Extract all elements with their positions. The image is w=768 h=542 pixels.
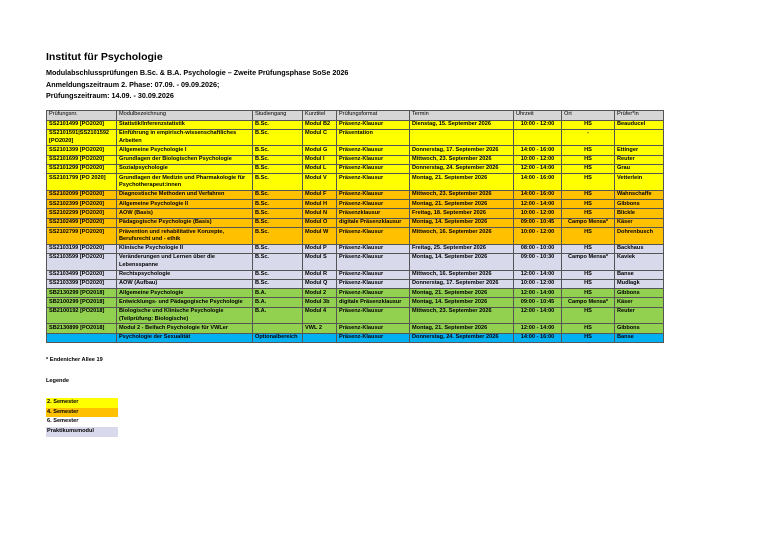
cell-date: Montag, 14. September 2026 [410, 298, 514, 307]
cell-location: Campo Mensa* [562, 298, 615, 307]
cell-exam-number: SS2101799 [PO 2020] [47, 174, 117, 191]
cell-examiner: Gibbons [615, 324, 664, 333]
cell-exam-format: digitale Präsenzklausur [337, 298, 410, 307]
cell-module-name: Psychologie der Sexualität [117, 333, 253, 342]
cell-examiner: Reuter [615, 155, 664, 164]
cell-date: Mittwoch, 23. September 2026 [410, 190, 514, 199]
cell-time: 12:00 - 14:00 [514, 307, 562, 324]
cell-short-title: Modul I [303, 155, 337, 164]
cell-time: 09:00 - 10:45 [514, 298, 562, 307]
cell-exam-format: Präsentation [337, 129, 410, 146]
cell-examiner: Ettinger [615, 146, 664, 155]
table-row [47, 164, 664, 173]
table-row [47, 155, 664, 164]
table-row [47, 120, 664, 129]
cell-module-name: Rechtspsychologie [117, 270, 253, 279]
cell-degree: B.Sc. [253, 228, 303, 245]
column-header-degree: Studiengang [253, 110, 303, 120]
cell-exam-number: SS2101699 [PO2020] [47, 155, 117, 164]
cell-exam-format: Präsenz-Klausur [337, 333, 410, 342]
cell-date: Dienstag, 15. September 2026 [410, 120, 514, 129]
cell-examiner [615, 129, 664, 146]
table-row [47, 244, 664, 253]
cell-location: HS [562, 174, 615, 191]
cell-location: HS [562, 190, 615, 199]
cell-time: 12:00 - 14:00 [514, 324, 562, 333]
cell-module-name: Allgemeine Psychologie [117, 289, 253, 298]
cell-exam-number: SS2101499 [PO2020] [47, 120, 117, 129]
cell-module-name: AOW (Aufbau) [117, 279, 253, 288]
cell-date: Montag, 14. September 2026 [410, 218, 514, 227]
cell-short-title: Modul R [303, 270, 337, 279]
cell-exam-format: Präsenz-Klausur [337, 307, 410, 324]
cell-location: HS [562, 289, 615, 298]
cell-date: Donnerstag, 17. September 2026 [410, 146, 514, 155]
cell-degree: Optionalbereich [253, 333, 303, 342]
cell-examiner: Wahnschaffe [615, 190, 664, 199]
table-row [47, 200, 664, 209]
cell-short-title: Modul L [303, 164, 337, 173]
cell-date: Freitag, 25. September 2026 [410, 244, 514, 253]
cell-examiner: Käser [615, 218, 664, 227]
cell-time: 08:00 - 10:00 [514, 244, 562, 253]
cell-degree: B.Sc. [253, 244, 303, 253]
cell-degree: B.A. [253, 298, 303, 307]
cell-degree: B.Sc. [253, 146, 303, 155]
table-row [47, 218, 664, 227]
cell-short-title: Modul Q [303, 279, 337, 288]
cell-short-title: Modul W [303, 228, 337, 245]
cell-examiner: Reuter [615, 307, 664, 324]
table-row [47, 146, 664, 155]
cell-module-name: Grundlagen der Biologischen Psychologie [117, 155, 253, 164]
legend [46, 398, 118, 437]
cell-degree: B.Sc. [253, 120, 303, 129]
cell-module-name: Biologische und Klinische Psychologie (Teilprüfung: Biologische) [117, 307, 253, 324]
cell-time: 12:00 - 14:00 [514, 270, 562, 279]
column-header-date: Termin [410, 110, 514, 120]
cell-exam-number: SS2103399 [PO2020] [47, 279, 117, 288]
cell-exam-number: SS2101399 [PO2020] [47, 146, 117, 155]
cell-time: 10:00 - 12:00 [514, 228, 562, 245]
cell-module-name: Klinische Psychologie II [117, 244, 253, 253]
cell-time: 14:00 - 16:00 [514, 333, 562, 342]
cell-time: 10:00 - 12:00 [514, 209, 562, 218]
cell-exam-number [47, 333, 117, 342]
cell-location: HS [562, 164, 615, 173]
cell-exam-number: SS2103199 [PO2020] [47, 244, 117, 253]
table-header-row [47, 110, 664, 120]
registration-period: Anmeldungszeitraum 2. Phase: 07.09. - 09.09.2026; [46, 79, 220, 89]
column-header-exam-number: Prüfungsnr. [47, 110, 117, 120]
cell-date: Mittwoch, 16. September 2026 [410, 228, 514, 245]
cell-exam-number: SS2102099 [PO2020] [47, 190, 117, 199]
cell-short-title: Modul 2 [303, 289, 337, 298]
cell-examiner: Banse [615, 270, 664, 279]
table-row [47, 209, 664, 218]
table-row [47, 253, 664, 270]
cell-short-title: Modul N [303, 209, 337, 218]
cell-short-title: Modul F [303, 190, 337, 199]
cell-exam-number: SB2130299 [PO2018] [47, 289, 117, 298]
cell-time: 12:00 - 14:00 [514, 164, 562, 173]
column-header-short-title: Kurztitel [303, 110, 337, 120]
cell-degree: B.Sc. [253, 129, 303, 146]
cell-module-name: Sozialpsychologie [117, 164, 253, 173]
cell-short-title: Modul G [303, 146, 337, 155]
cell-date: Freitag, 18. September 2026 [410, 209, 514, 218]
cell-date: Montag, 21. September 2026 [410, 289, 514, 298]
cell-location: HS [562, 244, 615, 253]
cell-exam-format: Präsenz-Klausur [337, 228, 410, 245]
cell-examiner: Grau [615, 164, 664, 173]
cell-exam-number: SS2101299 [PO2020] [47, 164, 117, 173]
cell-time: 14:00 - 16:00 [514, 190, 562, 199]
table-row [47, 289, 664, 298]
cell-degree: B.A. [253, 307, 303, 324]
cell-time: 10:00 - 12:00 [514, 155, 562, 164]
cell-exam-number: SS2101591|SS2101592 [PO2020] [47, 129, 117, 146]
cell-module-name: Pädagogische Psychologie (Basis) [117, 218, 253, 227]
cell-exam-format: Präsenz-Klausur [337, 244, 410, 253]
cell-module-name: AOW (Basis) [117, 209, 253, 218]
cell-module-name: Veränderungen und Lernen über die Lebensspanne [117, 253, 253, 270]
cell-examiner: Vetterlein [615, 174, 664, 191]
column-header-examiner: Prüfer*in [615, 110, 664, 120]
table-body [47, 120, 664, 342]
cell-location: HS [562, 333, 615, 342]
cell-short-title: Modul H [303, 200, 337, 209]
cell-time: 14:00 - 16:00 [514, 174, 562, 191]
cell-module-name: Entwicklungs- und Pädagogische Psychologie [117, 298, 253, 307]
table-row [47, 190, 664, 199]
cell-degree: B.Sc. [253, 174, 303, 191]
table-row [47, 298, 664, 307]
cell-examiner: Dohrenbusch [615, 228, 664, 245]
cell-time: 12:00 - 14:00 [514, 200, 562, 209]
cell-module-name: Grundlagen der Medizin und Pharmakologie für Psychotherapeut:innen [117, 174, 253, 191]
cell-degree: B.Sc. [253, 253, 303, 270]
page-title: Institut für Psychologie [46, 51, 163, 63]
cell-examiner: Gibbons [615, 200, 664, 209]
cell-exam-number: SS2103499 [PO2020] [47, 270, 117, 279]
cell-location: HS [562, 228, 615, 245]
cell-short-title: Modul S [303, 253, 337, 270]
cell-degree: B.A. [253, 289, 303, 298]
cell-examiner: Gibbons [615, 289, 664, 298]
cell-module-name: Modul 2 - Beifach Psychologie für VWLer [117, 324, 253, 333]
table-row [47, 129, 664, 146]
cell-module-name: Statistik/Inferenzstatistik [117, 120, 253, 129]
cell-examiner: Kaviek [615, 253, 664, 270]
cell-short-title: Modul O [303, 218, 337, 227]
cell-degree: B.Sc. [253, 270, 303, 279]
cell-location: HS [562, 200, 615, 209]
cell-short-title: Modul C [303, 129, 337, 146]
legend-item: 4. Semester [46, 408, 118, 418]
cell-date [410, 129, 514, 146]
cell-degree: B.Sc. [253, 164, 303, 173]
column-header-location: Ort [562, 110, 615, 120]
table-row [47, 279, 664, 288]
cell-exam-number: SS2102799 [PO2020] [47, 228, 117, 245]
cell-date: Donnerstag, 24. September 2026 [410, 333, 514, 342]
cell-exam-number: SB2100299 [PO2018] [47, 298, 117, 307]
exam-period: Prüfungszeitraum: 14.09. - 30.09.2026 [46, 91, 174, 100]
cell-degree: B.Sc. [253, 209, 303, 218]
legend-item: 2. Semester [46, 398, 118, 408]
cell-exam-number: SB2130899 [PO2018] [47, 324, 117, 333]
column-header-exam-format: Prüfungsformat [337, 110, 410, 120]
cell-module-name: Prävention und rehabilitative Konzepte, Berufsrecht und - ethik [117, 228, 253, 245]
column-header-module-name: Modulbezeichnung [117, 110, 253, 120]
cell-exam-number: SS2102399 [PO2020] [47, 200, 117, 209]
cell-date: Montag, 14. September 2026 [410, 253, 514, 270]
cell-location: HS [562, 324, 615, 333]
legend-item: Praktikumsmodul [46, 427, 118, 437]
exam-table [46, 110, 664, 343]
cell-exam-format: Präsenz-Klausur [337, 270, 410, 279]
cell-exam-format: Präsenz-Klausur [337, 164, 410, 173]
cell-date: Donnerstag, 17. September 2026 [410, 279, 514, 288]
cell-exam-format: Präsenz-Klausur [337, 289, 410, 298]
cell-exam-format: Präsenz-Klausur [337, 155, 410, 164]
cell-location: Campo Mensa* [562, 253, 615, 270]
cell-degree: B.Sc. [253, 190, 303, 199]
cell-examiner: Banse [615, 333, 664, 342]
cell-exam-format: Präsenz-Klausur [337, 253, 410, 270]
cell-examiner: Backhaus [615, 244, 664, 253]
cell-examiner: Blickle [615, 209, 664, 218]
cell-exam-format: Präsenz-Klausur [337, 174, 410, 191]
cell-location: HS [562, 307, 615, 324]
cell-date: Mittwoch, 16. September 2026 [410, 270, 514, 279]
cell-time: 09:00 - 10:45 [514, 218, 562, 227]
cell-exam-number: SS2103599 [PO2020] [47, 253, 117, 270]
cell-exam-format: Präsenz-Klausur [337, 190, 410, 199]
cell-exam-format: Präsenzklausur [337, 209, 410, 218]
cell-time [514, 129, 562, 146]
cell-module-name: Allgemeine Psychologie I [117, 146, 253, 155]
cell-location: HS [562, 279, 615, 288]
table-row [47, 174, 664, 191]
cell-date: Montag, 21. September 2026 [410, 200, 514, 209]
cell-short-title: Modul 4 [303, 307, 337, 324]
table-row [47, 324, 664, 333]
cell-exam-format: Präsenz-Klausur [337, 146, 410, 155]
cell-time: 10:00 - 12:00 [514, 120, 562, 129]
cell-date: Montag, 21. September 2026 [410, 324, 514, 333]
cell-degree: B.Sc. [253, 218, 303, 227]
cell-time: 12:00 - 14:00 [514, 289, 562, 298]
cell-degree: B.Sc. [253, 155, 303, 164]
cell-exam-format: digitale Präsenzklausur [337, 218, 410, 227]
cell-exam-number: SS2102299 [PO2020] [47, 209, 117, 218]
table-row [47, 333, 664, 342]
cell-exam-number: SB2100192 [PO2018] [47, 307, 117, 324]
cell-date: Mittwoch, 23. September 2026 [410, 307, 514, 324]
cell-short-title [303, 333, 337, 342]
table-row [47, 307, 664, 324]
cell-degree: B.Sc. [253, 200, 303, 209]
cell-time: 10:00 - 12:00 [514, 279, 562, 288]
cell-module-name: Allgemeine Psychologie II [117, 200, 253, 209]
legend-item: 6. Semester [46, 417, 118, 427]
cell-location: HS [562, 120, 615, 129]
cell-short-title: VWL 2 [303, 324, 337, 333]
cell-examiner: Beauducel [615, 120, 664, 129]
cell-time: 14:00 - 16:00 [514, 146, 562, 155]
cell-date: Montag, 21. September 2026 [410, 174, 514, 191]
cell-location: Campo Mensa* [562, 218, 615, 227]
cell-exam-format: Präsenz-Klausur [337, 279, 410, 288]
column-header-time: Uhrzeit [514, 110, 562, 120]
cell-degree [253, 324, 303, 333]
cell-time: 09:00 - 10:30 [514, 253, 562, 270]
cell-degree: B.Sc. [253, 279, 303, 288]
cell-date: Donnerstag, 24. September 2026 [410, 164, 514, 173]
cell-exam-format: Präsenz-Klausur [337, 324, 410, 333]
cell-location: HS [562, 209, 615, 218]
cell-module-name: Einführung in empirisch-wissenschaftliches Arbeiten [117, 129, 253, 146]
cell-short-title: Modul V [303, 174, 337, 191]
cell-date: Mittwoch, 23. September 2026 [410, 155, 514, 164]
cell-location: HS [562, 155, 615, 164]
footnote: * Endenicher Allee 19 [46, 356, 103, 363]
cell-exam-format: Präsenz-Klausur [337, 200, 410, 209]
document-page [46, 50, 722, 437]
cell-examiner: Käser [615, 298, 664, 307]
table-row [47, 228, 664, 245]
cell-location: HS [562, 270, 615, 279]
legend-title: Legende [46, 377, 70, 384]
cell-short-title: Modul 3b [303, 298, 337, 307]
cell-location: - [562, 129, 615, 146]
cell-exam-format: Präsenz-Klausur [337, 120, 410, 129]
cell-short-title: Modul P [303, 244, 337, 253]
cell-examiner: Mudlagk [615, 279, 664, 288]
subtitle-exams: Modulabschlussprüfungen B.Sc. & B.A. Psychologie – Zweite Prüfungsphase SoSe 2026 [46, 68, 349, 77]
cell-short-title: Modul B2 [303, 120, 337, 129]
cell-exam-number: SS2102499 [PO2020] [47, 218, 117, 227]
cell-module-name: Diagnostische Methoden und Verfahren [117, 190, 253, 199]
table-row [47, 270, 664, 279]
cell-location: HS [562, 146, 615, 155]
